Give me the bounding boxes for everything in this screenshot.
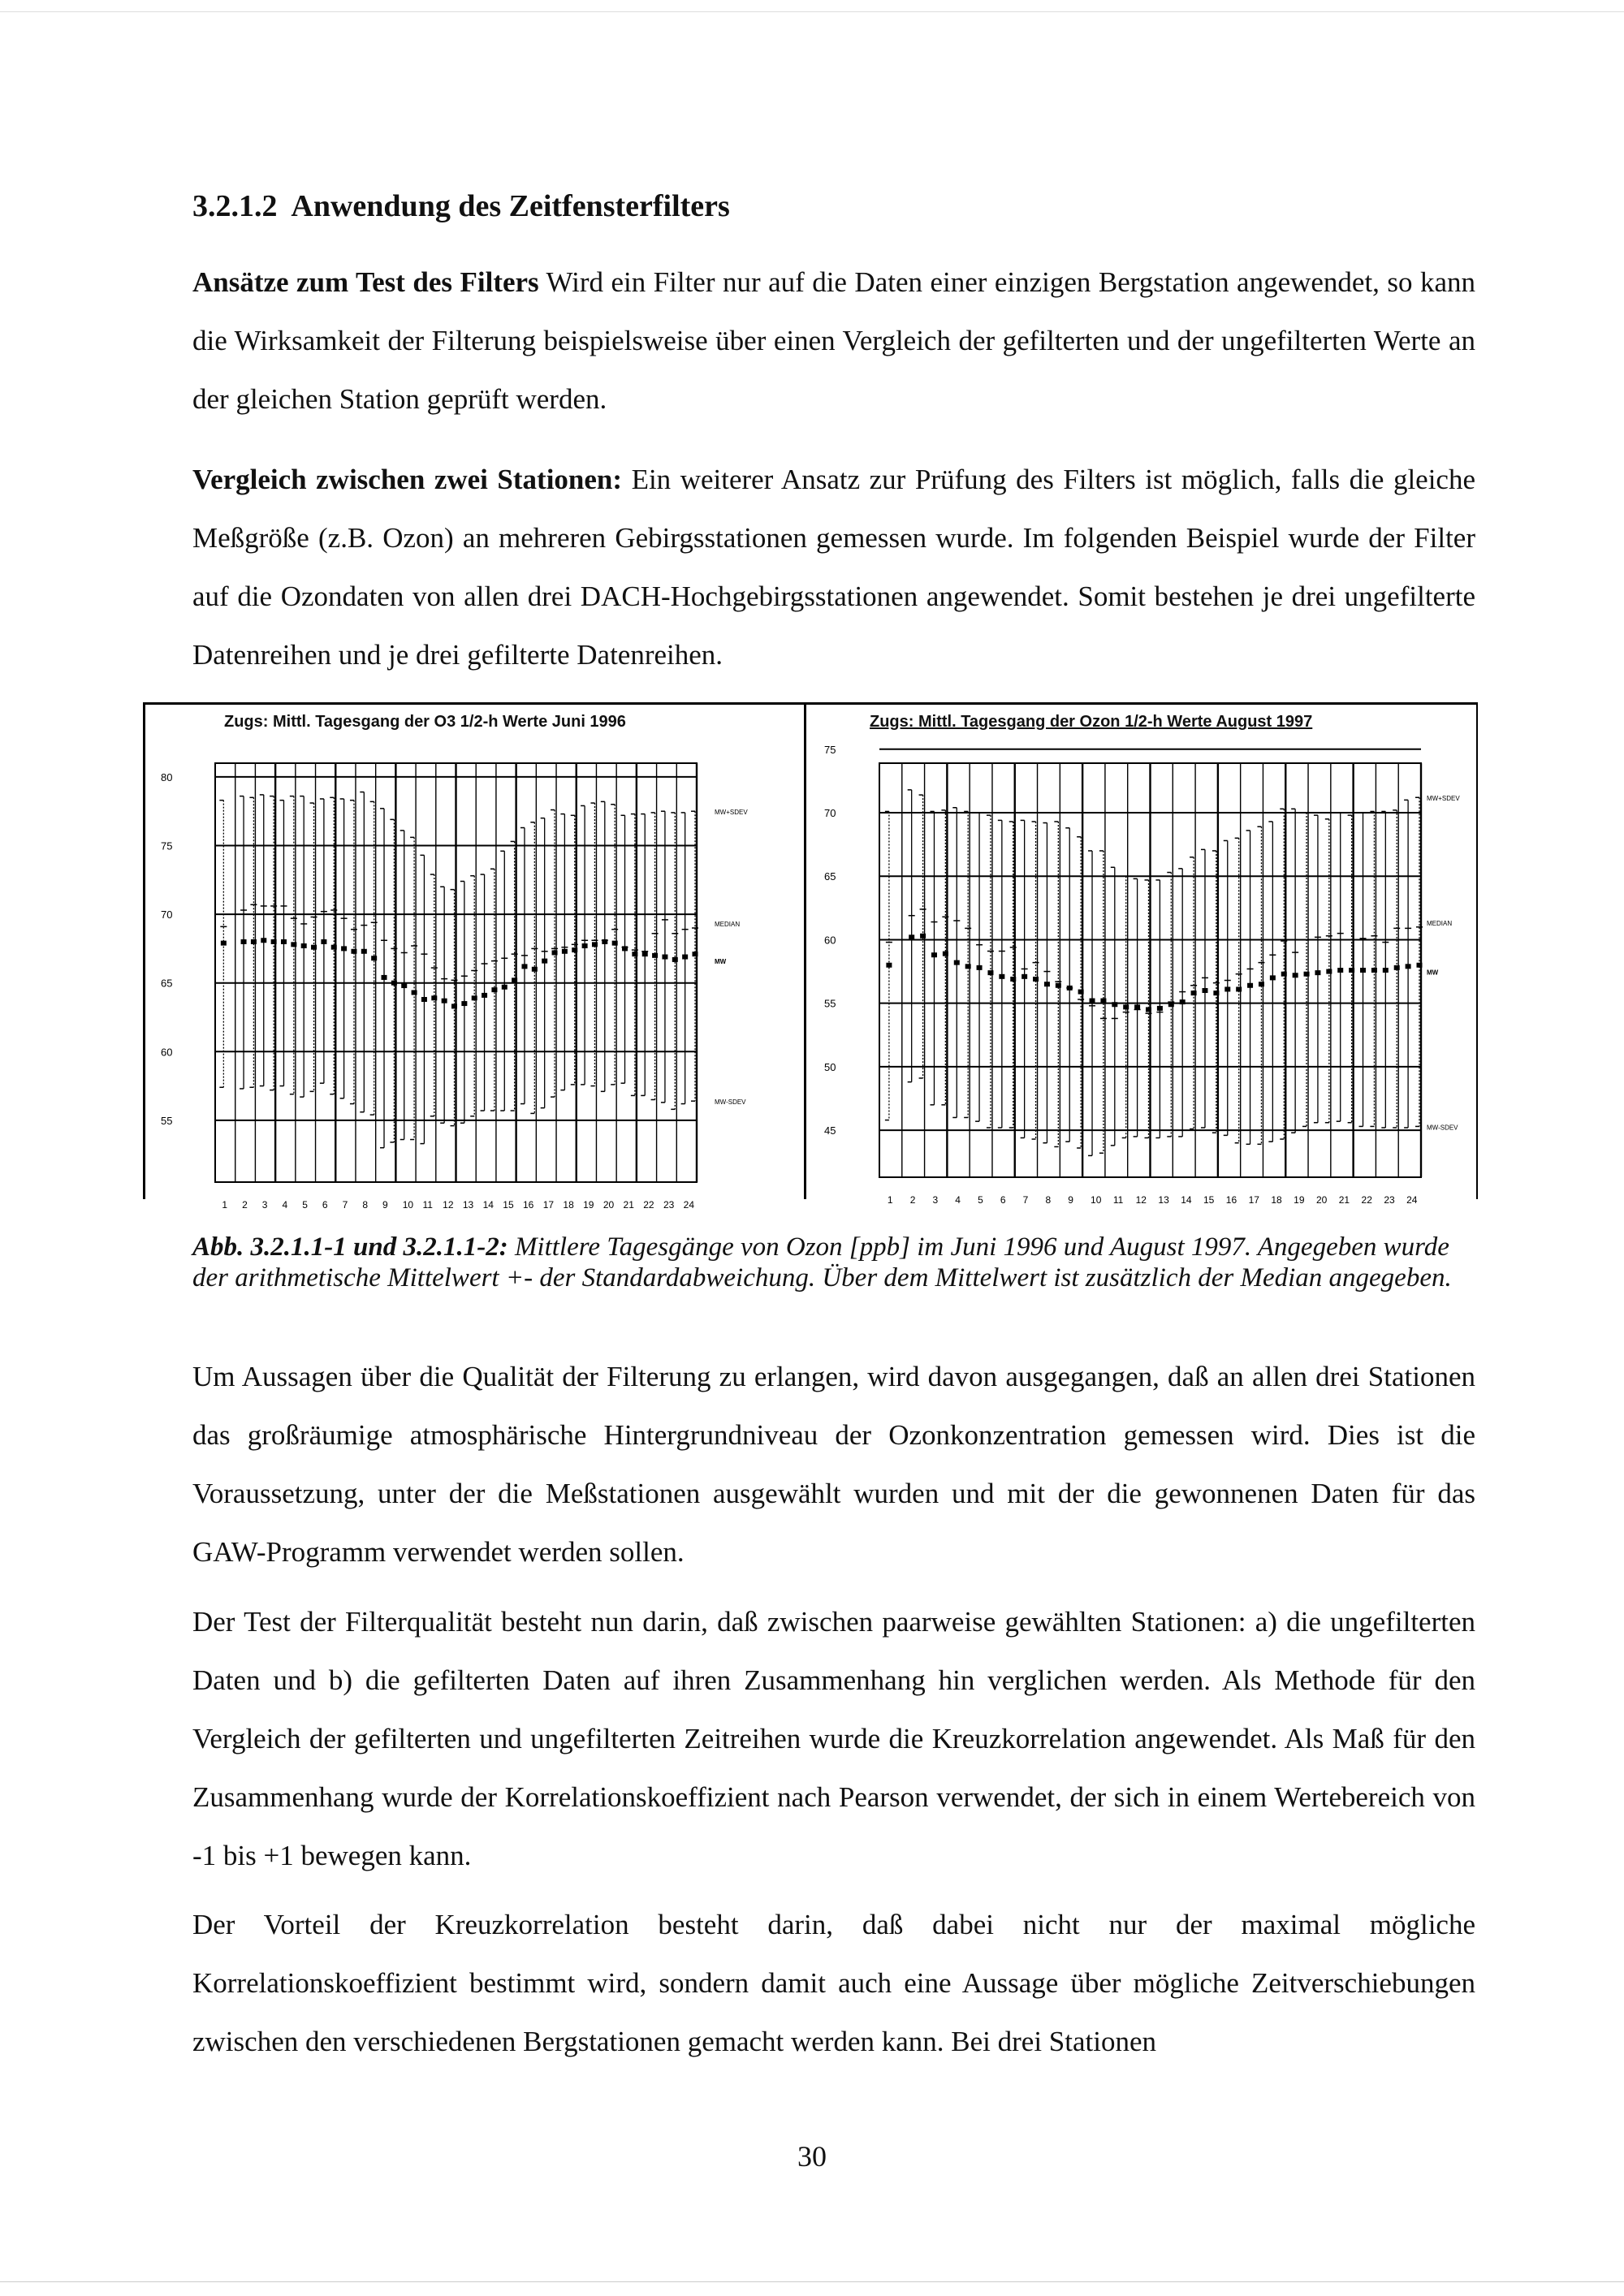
y-tick-label: 65 [161,977,173,990]
x-tick-label: 1 [887,1194,893,1206]
mean-marker [542,959,547,964]
mean-marker [502,985,508,990]
mean-marker [1281,972,1287,977]
x-tick-label: 2 [242,1199,248,1211]
mean-marker [652,953,658,958]
mean-marker [241,939,247,944]
paragraph-two-stations [192,451,1475,684]
mean-marker [1112,1002,1117,1007]
mean-marker [1213,990,1219,995]
x-tick-label: 20 [1315,1194,1328,1206]
x-tick-label: 7 [342,1199,348,1211]
paragraph-test [192,1593,1475,1885]
section-heading [192,188,730,224]
mean-marker [491,987,497,992]
mean-marker [1078,990,1084,995]
mean-marker [1224,986,1230,991]
mean-marker [1021,974,1027,979]
y-tick-label: 75 [824,743,836,756]
mean-marker [261,938,266,943]
x-tick-label: 15 [1203,1194,1215,1206]
mean-marker [602,939,607,944]
mean-marker [920,934,926,939]
x-tick-label: 21 [1338,1194,1350,1206]
mean-marker [341,946,347,951]
mean-marker [909,934,914,939]
mean-marker [642,952,648,956]
x-tick-label: 12 [1135,1194,1147,1206]
mean-marker [1157,1006,1163,1011]
mean-marker [1090,999,1095,1003]
x-tick-label: 10 [402,1199,414,1211]
y-tick-label: 70 [824,807,836,820]
y-tick-label: 65 [824,870,836,883]
legend-label: MW+SDEV [715,809,748,817]
x-tick-label: 15 [503,1199,514,1211]
x-tick-label: 3 [932,1194,939,1206]
x-tick-label: 2 [909,1194,916,1206]
mean-marker [371,956,377,960]
mean-marker [1371,968,1377,973]
mean-marker [943,952,948,956]
x-tick-label: 13 [462,1199,474,1211]
mean-marker [1100,999,1106,1003]
mean-marker [1033,977,1039,982]
mean-marker [1315,970,1320,975]
x-tick-label: 19 [1294,1194,1305,1206]
chart-plot-area [146,705,802,1211]
legend-label: MEDIAN [715,921,741,929]
mean-marker [1123,1004,1129,1009]
mean-marker [281,939,287,944]
legend-label: MW-SDEV [715,1098,746,1107]
mean-marker [1337,968,1343,973]
x-tick-label: 6 [1000,1194,1006,1206]
paragraph-advantage [192,1896,1475,2071]
mean-marker [1406,964,1411,969]
y-tick-label: 70 [161,908,173,921]
mean-marker [672,957,678,962]
y-tick-label: 60 [824,934,836,947]
mean-marker [1044,982,1050,986]
mean-marker [1247,983,1253,988]
mean-marker [1326,969,1332,974]
mean-marker [562,949,568,954]
mean-marker [592,942,598,947]
x-tick-label: 6 [322,1199,328,1211]
paragraph-lead: Vergleich zwischen zwei Stationen: [192,464,623,495]
paragraph-text: Wird ein Filter nur auf die Daten einer einzigen Bergstation angewendet, so kann die Wirksamkeit der Filterung beispielsweise über einen Vergleich der gefilterten und der ungefilterten Werte an der gleichen Station geprüft werden. [192,266,1475,415]
mean-marker [482,993,487,998]
mean-marker [1259,982,1264,986]
mean-marker [291,942,296,947]
chart-august-1997 [808,705,1475,1206]
caption-lead: Abb. 3.2.1.1-1 und 3.2.1.1-2: [192,1232,508,1262]
x-tick-label: 8 [362,1199,368,1211]
mean-marker [1270,975,1276,980]
paragraph-text: Um Aussagen über die Qualität der Filterung zu erlangen, wird davon ausgegangen, daß an allen drei Stationen das großräumige atmosphärische Hintergrundniveau der Ozonkonzentration gemessen wird. Dies ist die Voraussetzung, unter der die Meßstationen ausgewählt wurden und mit der die gewonnenen Daten für das GAW-Programm verwendet werden sollen. [192,1361,1475,1568]
mean-marker [1168,1002,1174,1007]
x-tick-label: 5 [978,1194,983,1206]
mean-marker [1349,968,1354,973]
mean-marker [1146,1007,1151,1012]
mean-marker [271,939,277,944]
mean-marker [521,964,527,969]
page-number: 30 [797,2140,827,2173]
legend-label: MW [715,958,727,966]
mean-marker [682,955,688,960]
mean-marker [301,943,307,948]
x-tick-label: 19 [583,1199,594,1211]
legend-label: MW+SDEV [1427,795,1460,803]
chart-plot-area [808,705,1475,1206]
x-tick-label: 8 [1045,1194,1052,1206]
mean-marker [1067,986,1073,990]
caption-text: Mittlere Tagesgänge von Ozon [ppb] im Juni 1996 und August 1997. Angegeben wurde der arithmetische Mittelwert +- der Standardabweichung. Über dem Mittelwert ist zusätzlich der Median angegeben. [192,1232,1452,1293]
mean-marker [886,963,892,968]
section-number: 3.2.1.2 [192,189,278,223]
x-tick-label: 17 [542,1199,555,1211]
mean-marker [451,1003,457,1008]
mean-marker [421,997,427,1002]
mean-marker [622,946,628,951]
mean-marker [512,978,517,982]
x-tick-label: 14 [1181,1194,1192,1206]
mean-marker [1304,972,1310,977]
scan-edge-top [0,11,1624,12]
mean-marker [582,943,588,948]
mean-marker [977,965,983,970]
x-tick-label: 21 [623,1199,634,1211]
mean-marker [391,981,397,986]
mean-marker [693,952,698,956]
mean-marker [965,964,971,969]
x-tick-label: 22 [643,1199,654,1211]
x-tick-label: 24 [683,1199,695,1211]
legend-label: MEDIAN [1427,919,1453,927]
x-tick-label: 9 [382,1199,388,1211]
mean-marker [1293,973,1298,978]
section-title: Anwendung des Zeitfensterfilters [291,189,730,223]
mean-marker [251,939,257,944]
mean-marker [311,945,317,950]
mean-marker [1180,999,1186,1004]
mean-marker [987,970,993,975]
y-tick-label: 50 [824,1060,836,1073]
legend-label: MW-SDEV [1427,1124,1458,1132]
x-tick-label: 23 [1384,1194,1395,1206]
x-tick-label: 4 [955,1194,961,1206]
y-tick-label: 55 [161,1114,173,1127]
x-tick-label: 7 [1022,1194,1029,1206]
mean-marker [382,975,387,980]
paragraph-text: Der Vorteil der Kreuzkorrelation besteht darin, daß dabei nicht nur der maximal mögliche Korrelationskoeffizient bestimmt wird, sondern damit auch eine Aussage über mögliche Zeitverschiebungen zwischen den verschiedenen Bergstationen gemacht werden kann. Bei drei Stationen [192,1909,1475,2057]
mean-marker [412,990,417,995]
y-tick-label: 55 [824,997,836,1010]
mean-marker [954,960,960,965]
figure-divider [804,702,806,1199]
mean-marker [401,983,407,988]
mean-marker [1236,986,1242,991]
chart-june-1996 [146,705,802,1211]
mean-marker [1417,963,1423,968]
x-tick-label: 11 [422,1199,433,1211]
mean-marker [1134,1004,1140,1009]
mean-marker [632,952,637,956]
x-tick-label: 5 [302,1199,308,1211]
mean-marker [572,947,577,952]
legend-label: MW [1427,969,1439,977]
x-tick-label: 16 [1225,1194,1237,1206]
chart-title: Zugs: Mittl. Tagesgang der O3 1/2-h Werte Juni 1996 [224,713,626,731]
chart-title: Zugs: Mittl. Tagesgang der Ozon 1/2-h Werte August 1997 [870,713,1313,731]
mean-marker [1191,990,1197,995]
x-tick-label: 16 [522,1199,534,1211]
paragraph-quality [192,1348,1475,1582]
x-tick-label: 12 [443,1199,454,1211]
mean-marker [1056,983,1061,988]
y-tick-label: 45 [824,1124,836,1137]
x-tick-label: 24 [1406,1194,1418,1206]
x-tick-label: 23 [663,1199,675,1211]
mean-marker [1202,988,1207,993]
x-tick-label: 11 [1112,1194,1124,1206]
mean-marker [1383,968,1389,973]
mean-marker [1394,965,1400,970]
mean-marker [532,967,538,972]
mean-marker [321,939,326,944]
x-tick-label: 4 [282,1199,288,1211]
x-tick-label: 3 [261,1199,268,1211]
mean-marker [662,955,667,960]
y-tick-label: 80 [161,770,173,783]
paragraph-filter-test [192,253,1475,429]
x-tick-label: 10 [1091,1194,1102,1206]
paragraph-text: Ein weiterer Ansatz zur Prüfung des Filters ist möglich, falls die gleiche Meßgröße (z.B. Ozon) an mehreren Gebirgsstationen gemessen wurde. Im folgenden Beispiel wurde der Filter auf die Ozondaten von allen drei DACH-Hochgebirgsstationen angewendet. Somit bestehen je drei ungefilterte Datenreihen und je drei gefilterte Datenreihen. [192,464,1476,671]
x-tick-label: 17 [1248,1194,1259,1206]
mean-marker [221,941,227,946]
mean-marker [431,995,437,1000]
x-tick-label: 22 [1361,1194,1372,1206]
paragraph-text: Der Test der Filterqualität besteht nun darin, daß zwischen paarweise gewählten Stationen: a) die ungefilterten Daten und b) die gefilterten Daten auf ihren Zusammenhang hin verglichen werden. Als Methode für den Vergleich der gefilterten und ungefilterten Zeitreihen wurde die Kreuzkorrelation angewendet. Als Maß für den Zusammenhang wurde der Korrelationskoeffizient nach Pearson verwendet, der sich in einem Wertebereich von -1 bis +1 bewegen kann. [192,1606,1475,1871]
y-tick-label: 75 [161,839,173,852]
mean-marker [461,1001,467,1006]
mean-marker [1360,968,1366,973]
mean-marker [931,952,937,957]
x-tick-label: 9 [1068,1194,1073,1206]
mean-marker [351,949,356,954]
x-tick-label: 20 [603,1199,615,1211]
scan-edge-bottom [0,2281,1624,2282]
y-tick-label: 60 [161,1046,173,1059]
x-tick-label: 1 [222,1199,228,1211]
mean-marker [472,995,477,1000]
mean-marker [612,941,618,946]
mean-marker [552,950,558,955]
mean-marker [361,949,367,954]
x-tick-label: 18 [1271,1194,1282,1206]
x-tick-label: 13 [1158,1194,1169,1206]
mean-marker [331,945,337,950]
figure-caption [192,1232,1475,1293]
mean-marker [1010,977,1016,982]
x-tick-label: 18 [563,1199,574,1211]
paragraph-lead: Ansätze zum Test des Filters [192,266,539,298]
mean-marker [999,974,1004,979]
mean-marker [442,999,447,1003]
x-tick-label: 14 [482,1199,494,1211]
